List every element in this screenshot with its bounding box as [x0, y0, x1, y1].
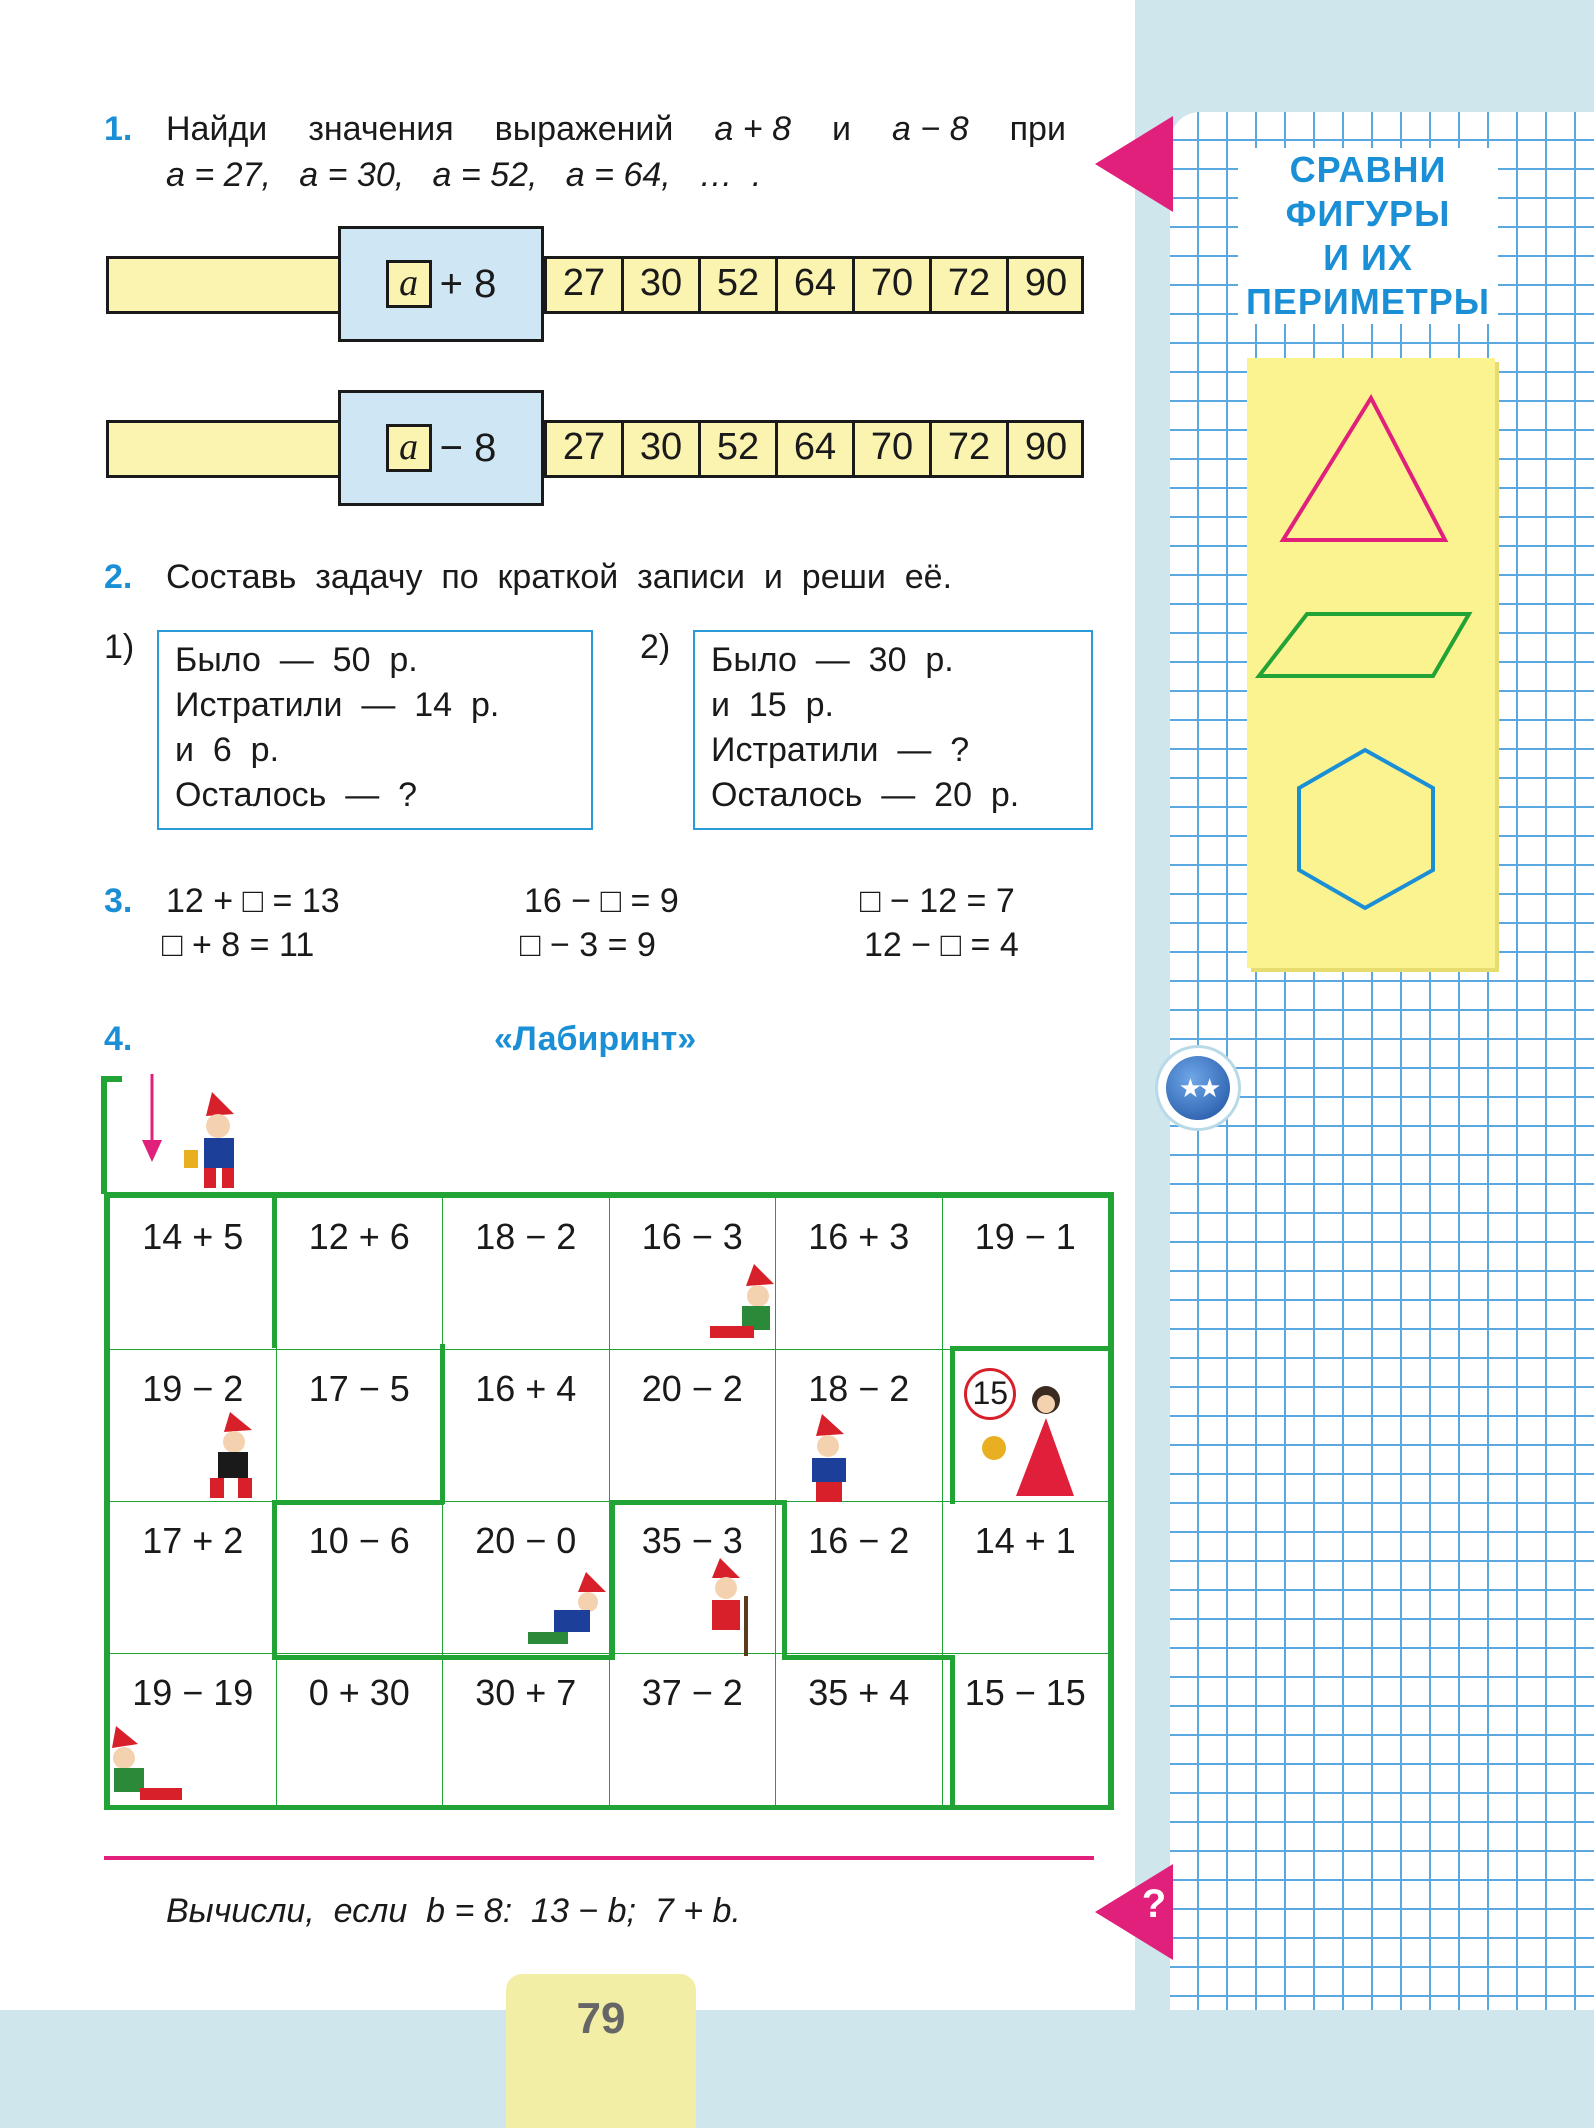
- maze-cell[interactable]: 0 + 30: [276, 1654, 443, 1806]
- maze-cell[interactable]: 16 − 3: [609, 1198, 776, 1350]
- tape-value: 30: [621, 420, 698, 478]
- tape-value: 27: [544, 256, 621, 314]
- equation: 16 − □ = 9: [524, 882, 679, 920]
- gnome-sitting-icon: [696, 1262, 786, 1352]
- maze-cell[interactable]: 16 + 3: [776, 1198, 943, 1350]
- pointer-triangle-top: [1095, 116, 1173, 212]
- difficulty-badge: [1158, 1048, 1238, 1128]
- tape-value: 70: [852, 256, 929, 314]
- task1-word: и: [832, 110, 852, 148]
- question-mark-icon: ?: [1141, 1882, 1167, 1926]
- quiz-question: Вычисли, если b = 8: 13 − b; 7 + b.: [166, 1892, 741, 1930]
- tape-value: 52: [698, 420, 775, 478]
- maze-cell[interactable]: 10 − 6: [276, 1502, 443, 1654]
- maze-wall: [782, 1655, 954, 1660]
- gnome-pointing-icon: [792, 1412, 882, 1506]
- tape-operator-box-1: [338, 226, 544, 342]
- tape-values-1: [544, 256, 1083, 314]
- maze-cell[interactable]: 20 − 0: [443, 1502, 610, 1654]
- gnome-with-lantern-icon: [170, 1090, 260, 1194]
- record-line: Было — 30 р.: [711, 641, 954, 679]
- task1-line1: [166, 110, 1066, 149]
- maze-cell[interactable]: 14 + 5: [110, 1198, 277, 1350]
- task1-line2: a = 27, a = 30, a = 52, a = 64, … .: [166, 156, 762, 194]
- record2-label: 2): [640, 628, 671, 666]
- gnome-walking-icon: [188, 1410, 268, 1502]
- maze-cell[interactable]: 18 − 2: [443, 1198, 610, 1350]
- task1-number: 1.: [104, 110, 133, 148]
- maze-cell[interactable]: 14 + 1: [942, 1502, 1109, 1654]
- tape-value: 70: [852, 420, 929, 478]
- record-line: Осталось — 20 р.: [711, 776, 1020, 814]
- maze-cell[interactable]: 18 − 2: [776, 1350, 943, 1502]
- tape-value: 90: [1006, 420, 1083, 478]
- task1-expression: a − 8: [892, 110, 969, 148]
- page-number-tab: [506, 1974, 696, 2128]
- record-line: Осталось — ?: [175, 776, 418, 814]
- maze-wall: [272, 1500, 277, 1660]
- task2-number: 2.: [104, 558, 133, 596]
- task2-text: Составь задачу по краткой записи и реши её.: [166, 558, 953, 596]
- maze-cell[interactable]: 35 − 3: [609, 1502, 776, 1654]
- maze-title: «Лабиринт»: [494, 1020, 697, 1058]
- record1-label: 1): [104, 628, 135, 666]
- maze-wall: [782, 1500, 787, 1660]
- bottom-band: [0, 2010, 1594, 2128]
- maze-cell[interactable]: 16 + 4: [443, 1350, 610, 1502]
- variable-box: a: [386, 424, 432, 472]
- tape-value: 52: [698, 256, 775, 314]
- maze-cell[interactable]: 35 + 4: [776, 1654, 943, 1806]
- maze-wall: [272, 1500, 444, 1505]
- equation: □ − 12 = 7: [860, 882, 1015, 920]
- triangle-shape: [1283, 398, 1445, 540]
- maze-wall: [440, 1344, 445, 1504]
- maze-cell[interactable]: 17 + 2: [110, 1502, 277, 1654]
- tape-value: 27: [544, 420, 621, 478]
- tape-operator: + 8: [439, 261, 497, 306]
- separator-line: [104, 1856, 1094, 1860]
- sidebar-title-line: ПЕРИМЕТРЫ: [1238, 280, 1498, 324]
- gnome-resting-icon: [104, 1724, 188, 1808]
- maze-wall: [610, 1500, 784, 1505]
- maze-cell[interactable]: 30 + 7: [443, 1654, 610, 1806]
- maze-cell[interactable]: 20 − 2: [609, 1350, 776, 1502]
- gnome-pushing-icon: [522, 1570, 614, 1656]
- equation: □ + 8 = 11: [162, 926, 315, 964]
- arrow-down-icon: [140, 1074, 164, 1164]
- task1-word: Найди: [166, 110, 268, 148]
- maze-cell[interactable]: 37 − 2: [609, 1654, 776, 1806]
- tape-value: 30: [621, 256, 698, 314]
- tape-operator-box-2: [338, 390, 544, 506]
- sidebar-title-line: И ИХ: [1238, 236, 1498, 280]
- page-number: 79: [576, 1994, 626, 2043]
- maze-cell[interactable]: 19 − 2: [110, 1350, 277, 1502]
- tape-values-2: [544, 420, 1083, 478]
- record-line: Было — 50 р.: [175, 641, 418, 679]
- task1-word: значения: [308, 110, 454, 148]
- maze-wall: [950, 1655, 955, 1810]
- princess-icon: [976, 1378, 1086, 1502]
- tape-value: 90: [1006, 256, 1083, 314]
- goal-number: 15: [964, 1368, 1016, 1420]
- tape-value: 64: [775, 420, 852, 478]
- task3-number: 3.: [104, 882, 133, 920]
- task4-number: 4.: [104, 1020, 133, 1058]
- short-record-1: [157, 630, 593, 830]
- tape-operator: − 8: [439, 425, 497, 470]
- maze-cell[interactable]: 15 − 15: [942, 1654, 1109, 1806]
- record-line: Истратили — 14 р.: [175, 686, 500, 724]
- equation: 12 − □ = 4: [864, 926, 1019, 964]
- variable-box: a: [386, 260, 432, 308]
- sidebar-title-line: ФИГУРЫ: [1238, 192, 1498, 236]
- sidebar-title: [1238, 148, 1498, 324]
- shapes-card: [1247, 358, 1495, 968]
- record-line: и 15 р.: [711, 686, 834, 724]
- equation: □ − 3 = 9: [520, 926, 656, 964]
- maze-wall: [950, 1346, 1110, 1351]
- maze-cell[interactable]: 12 + 6: [276, 1198, 443, 1350]
- hexagon-shape: [1299, 750, 1433, 908]
- gnome-with-cane-icon: [690, 1556, 760, 1660]
- shapes-drawing: [1247, 358, 1495, 968]
- tape-value: 72: [929, 256, 1006, 314]
- maze-cell[interactable]: 19 − 1: [942, 1198, 1109, 1350]
- task1-word: выражений: [494, 110, 674, 148]
- maze-row: [110, 1654, 1109, 1806]
- task1-word: при: [1009, 110, 1066, 148]
- maze-cell[interactable]: 17 − 5: [276, 1350, 443, 1502]
- maze-wall: [950, 1346, 955, 1504]
- stars-icon: ★★: [1166, 1056, 1230, 1120]
- tape-value: 72: [929, 420, 1006, 478]
- short-record-2: [693, 630, 1093, 830]
- maze-cell[interactable]: 16 − 2: [776, 1502, 943, 1654]
- record-line: Истратили — ?: [711, 731, 970, 769]
- entrance-marker: [100, 1076, 140, 1196]
- maze-row: [110, 1198, 1109, 1350]
- equation: 12 + □ = 13: [166, 882, 340, 920]
- parallelogram-shape: [1259, 614, 1469, 676]
- record-line: и 6 р.: [175, 731, 280, 769]
- maze-wall: [272, 1192, 277, 1348]
- tape-value: 64: [775, 256, 852, 314]
- sidebar-title-line: СРАВНИ: [1238, 148, 1498, 192]
- maze-cell[interactable]: 19 − 19: [110, 1654, 277, 1806]
- task1-expression: a + 8: [714, 110, 791, 148]
